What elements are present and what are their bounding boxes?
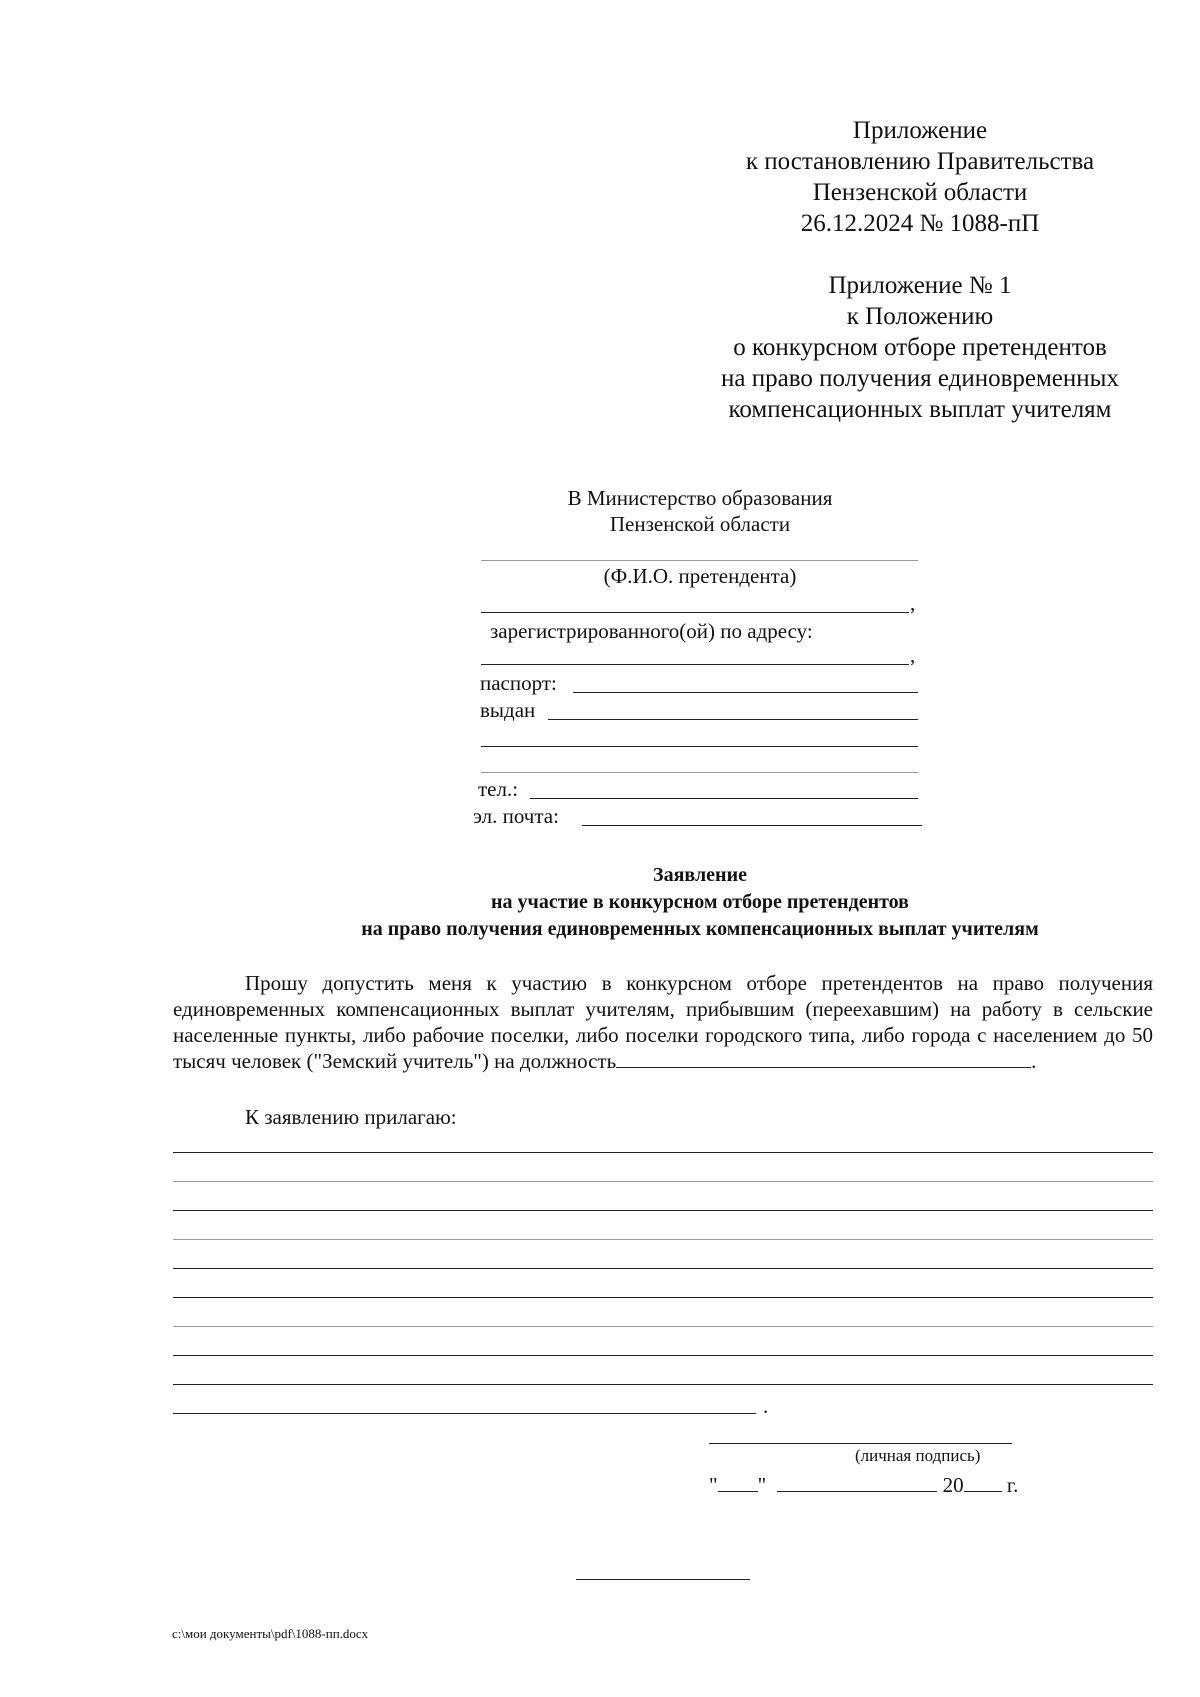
request-text: Прошу допустить меня к участию в конкурсном отборе претендентов на право получения единовременных компенсационных выплат учителям, прибывшим (переехавшим) на работу в сельские населенные пункты, либо рабочие поселки, либо поселки городского типа, либо города с населением до 50 тысяч человек ("Земский учитель") на должность bbox=[173, 971, 1153, 1073]
period: . bbox=[1031, 1049, 1037, 1073]
attachment-line[interactable] bbox=[173, 1210, 1153, 1211]
issued-extra-line[interactable] bbox=[481, 746, 918, 747]
attach-label: К заявлению прилагаю: bbox=[245, 1105, 457, 1129]
header-line: компенсационных выплат учителям bbox=[728, 396, 1112, 423]
address-field-line[interactable] bbox=[481, 664, 909, 665]
header-line: к постановлению Правительства bbox=[745, 148, 1095, 175]
header-line: на право получения единовременных bbox=[721, 365, 1119, 392]
month-field-line[interactable] bbox=[777, 1473, 937, 1492]
issued-label: выдан bbox=[480, 698, 536, 722]
fio-label: (Ф.И.О. претендента) bbox=[603, 564, 797, 588]
title-line: на право получения единовременных компенсационных выплат учителям bbox=[361, 918, 1039, 940]
date-quote-open: " bbox=[709, 1473, 718, 1497]
year-prefix: 20 bbox=[942, 1473, 964, 1497]
date-quote-close: " bbox=[757, 1473, 767, 1497]
attachment-end-period: . bbox=[763, 1394, 769, 1418]
header-line: Пензенской области bbox=[812, 179, 1028, 206]
attachment-line[interactable] bbox=[173, 1239, 1153, 1240]
addressee-line-2: Пензенской области bbox=[609, 512, 791, 536]
application-title bbox=[170, 862, 1200, 943]
attachment-line[interactable] bbox=[173, 1355, 1153, 1356]
addressee-line-1: В Министерство образования bbox=[567, 486, 833, 510]
attachment-line[interactable] bbox=[173, 1268, 1153, 1269]
header-line: 26.12.2024 № 1088-пП bbox=[800, 210, 1040, 237]
title-line: Заявление bbox=[653, 864, 747, 886]
header-block-2 bbox=[680, 270, 1160, 425]
attachment-line[interactable] bbox=[173, 1384, 1153, 1385]
issued-extra-line[interactable] bbox=[481, 772, 918, 773]
closing-separator bbox=[576, 1579, 750, 1580]
phone-label: тел.: bbox=[478, 777, 519, 801]
attachment-line[interactable] bbox=[173, 1181, 1153, 1182]
header-line: Приложение № 1 bbox=[828, 272, 1012, 299]
date-line bbox=[709, 1472, 1018, 1498]
comma: , bbox=[910, 643, 916, 667]
request-paragraph bbox=[173, 970, 1153, 1074]
position-field-line[interactable] bbox=[616, 1049, 1031, 1068]
signature-line[interactable] bbox=[709, 1443, 1012, 1444]
header-line: Приложение bbox=[852, 117, 988, 144]
attachment-line[interactable] bbox=[173, 1152, 1153, 1153]
title-line: на участие в конкурсном отборе претендентов bbox=[491, 891, 909, 913]
fio-field-line[interactable] bbox=[481, 612, 909, 613]
year-suffix: г. bbox=[1006, 1473, 1019, 1497]
attachment-line[interactable] bbox=[173, 1413, 756, 1414]
footer-file-path: c:\мои документы\pdf\1088-пп.docx bbox=[172, 1626, 369, 1641]
passport-field-line[interactable] bbox=[573, 692, 918, 693]
attachment-line[interactable] bbox=[173, 1297, 1153, 1298]
day-field-line[interactable] bbox=[718, 1473, 758, 1492]
attachment-line[interactable] bbox=[173, 1326, 1153, 1327]
header-line: о конкурсном отборе претендентов bbox=[733, 334, 1107, 361]
email-label: эл. почта: bbox=[473, 804, 559, 828]
registered-label: зарегистрированного(ой) по адресу: bbox=[490, 619, 813, 643]
issued-field-line[interactable] bbox=[548, 719, 918, 720]
header-line: к Положению bbox=[846, 303, 994, 330]
phone-field-line[interactable] bbox=[530, 798, 918, 799]
year-field-line[interactable] bbox=[964, 1473, 1002, 1492]
signature-label: (личная подпись) bbox=[855, 1446, 981, 1465]
email-field-line[interactable] bbox=[582, 825, 922, 826]
passport-label: паспорт: bbox=[480, 671, 557, 695]
fio-blank-line[interactable] bbox=[481, 560, 918, 561]
header-block-1 bbox=[700, 115, 1140, 239]
comma: , bbox=[910, 591, 916, 615]
